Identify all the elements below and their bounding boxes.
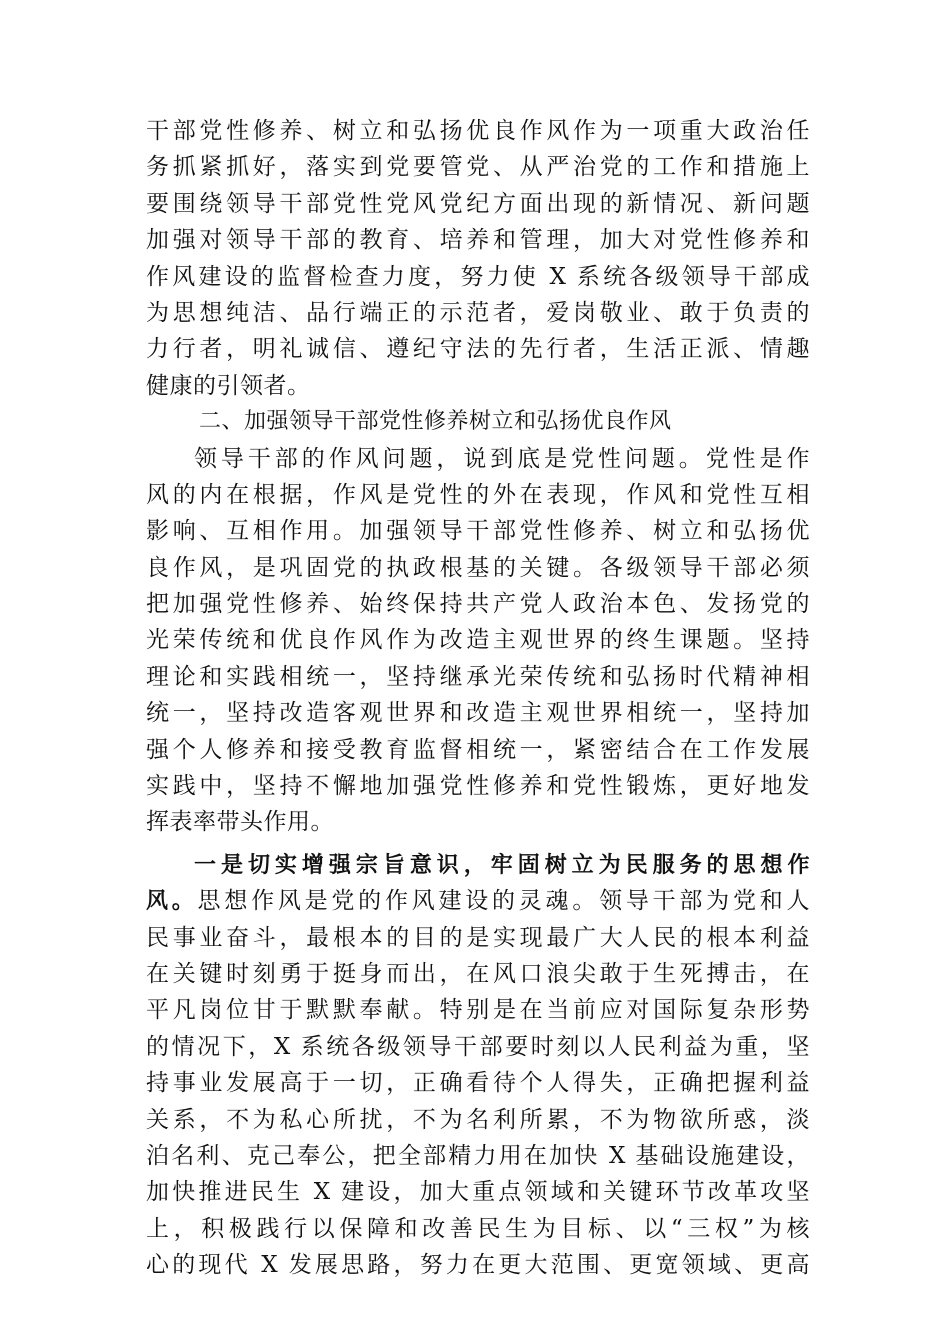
text-span: 思想作风是党的作风建设的灵魂。领导干部为党和人 — [197, 888, 810, 915]
text-line: 力行者，明礼诚信、遵纪守法的先行者，生活正派、情趣 — [146, 336, 810, 363]
text-line: 风的内在根据，作风是党性的外在表现，作风和党性互相 — [146, 481, 810, 508]
text-line: 上，积极践行以保障和改善民生为目标、以“三权”为核 — [146, 1215, 810, 1242]
text-line: 统一，坚持改造客观世界和改造主观世界相统一，坚持加 — [146, 700, 810, 727]
text-line: 平凡岗位甘于默默奉献。特别是在当前应对国际复杂形势 — [146, 997, 810, 1024]
document-body — [146, 113, 810, 1284]
text-line: 的情况下，X 系统各级领导干部要时刻以人民利益为重，坚 — [146, 1033, 810, 1060]
text-line: 持事业发展高于一切，正确看待个人得失，正确把握利益 — [146, 1070, 810, 1097]
text-line: 干部党性修养、树立和弘扬优良作风作为一项重大政治任 — [146, 118, 810, 144]
text-line: 心的现代 X 发展思路，努力在更大范围、更宽领域、更高 — [146, 1252, 810, 1279]
text-line: 在关键时刻勇于挺身而出，在风口浪尖敢于生死搏击，在 — [146, 960, 810, 987]
text-line: 影响、互相作用。加强领导干部党性修养、树立和弘扬优 — [146, 518, 810, 545]
text-line: 加快推进民生 X 建设，加大重点领域和关键环节改革攻坚 — [146, 1179, 810, 1206]
bold-lead-text-end: 风。 — [146, 889, 198, 915]
text-line: 民事业奋斗，最根本的目的是实现最广大人民的根本利益 — [146, 924, 810, 951]
text-line: 实践中，坚持不懈地加强党性修养和党性锻炼，更好地发 — [146, 773, 810, 800]
text-line: 领导干部的作风问题，说到底是党性问题。党性是作 — [194, 445, 810, 472]
paragraph-1 — [146, 113, 810, 404]
text-line: 为思想纯洁、品行端正的示范者，爱岗敬业、敢于负责的 — [146, 299, 810, 326]
text-line — [146, 883, 810, 919]
text-line — [146, 847, 810, 883]
paragraph-3 — [146, 847, 810, 1284]
text-line: 关系，不为私心所扰，不为名利所累，不为物欲所惑，淡 — [146, 1106, 810, 1133]
section-heading: 二、加强领导干部党性修养树立和弘扬优良作风 — [199, 409, 672, 435]
text-line: 要围绕领导干部党性党风党纪方面出现的新情况、新问题 — [146, 190, 810, 217]
text-line: 光荣传统和优良作风作为改造主观世界的终生课题。坚持 — [146, 627, 810, 654]
text-line: 理论和实践相统一，坚持继承光荣传统和弘扬时代精神相 — [146, 663, 810, 690]
text-line: 健康的引领者。 — [146, 372, 311, 399]
text-line: 泊名利、克己奉公，把全部精力用在加快 X 基础设施建设， — [146, 1142, 810, 1169]
text-line: 务抓紧抓好，落实到党要管党、从严治党的工作和措施上 — [146, 154, 810, 181]
bold-lead-text: 一是切实增强宗旨意识，牢固树立为民服务的思想作 — [194, 852, 810, 878]
text-line: 挥表率带头作用。 — [146, 809, 334, 836]
paragraph-2 — [146, 441, 810, 841]
text-line: 把加强党性修养、始终保持共产党人政治本色、发扬党的 — [146, 591, 810, 618]
text-line: 加强对领导干部的教育、培养和管理，加大对党性修养和 — [146, 227, 810, 254]
text-line: 作风建设的监督检查力度，努力使 X 系统各级领导干部成 — [146, 263, 810, 290]
text-line: 良作风，是巩固党的执政根基的关键。各级领导干部必须 — [146, 554, 810, 581]
text-line: 强个人修养和接受教育监督相统一，紧密结合在工作发展 — [146, 736, 810, 763]
